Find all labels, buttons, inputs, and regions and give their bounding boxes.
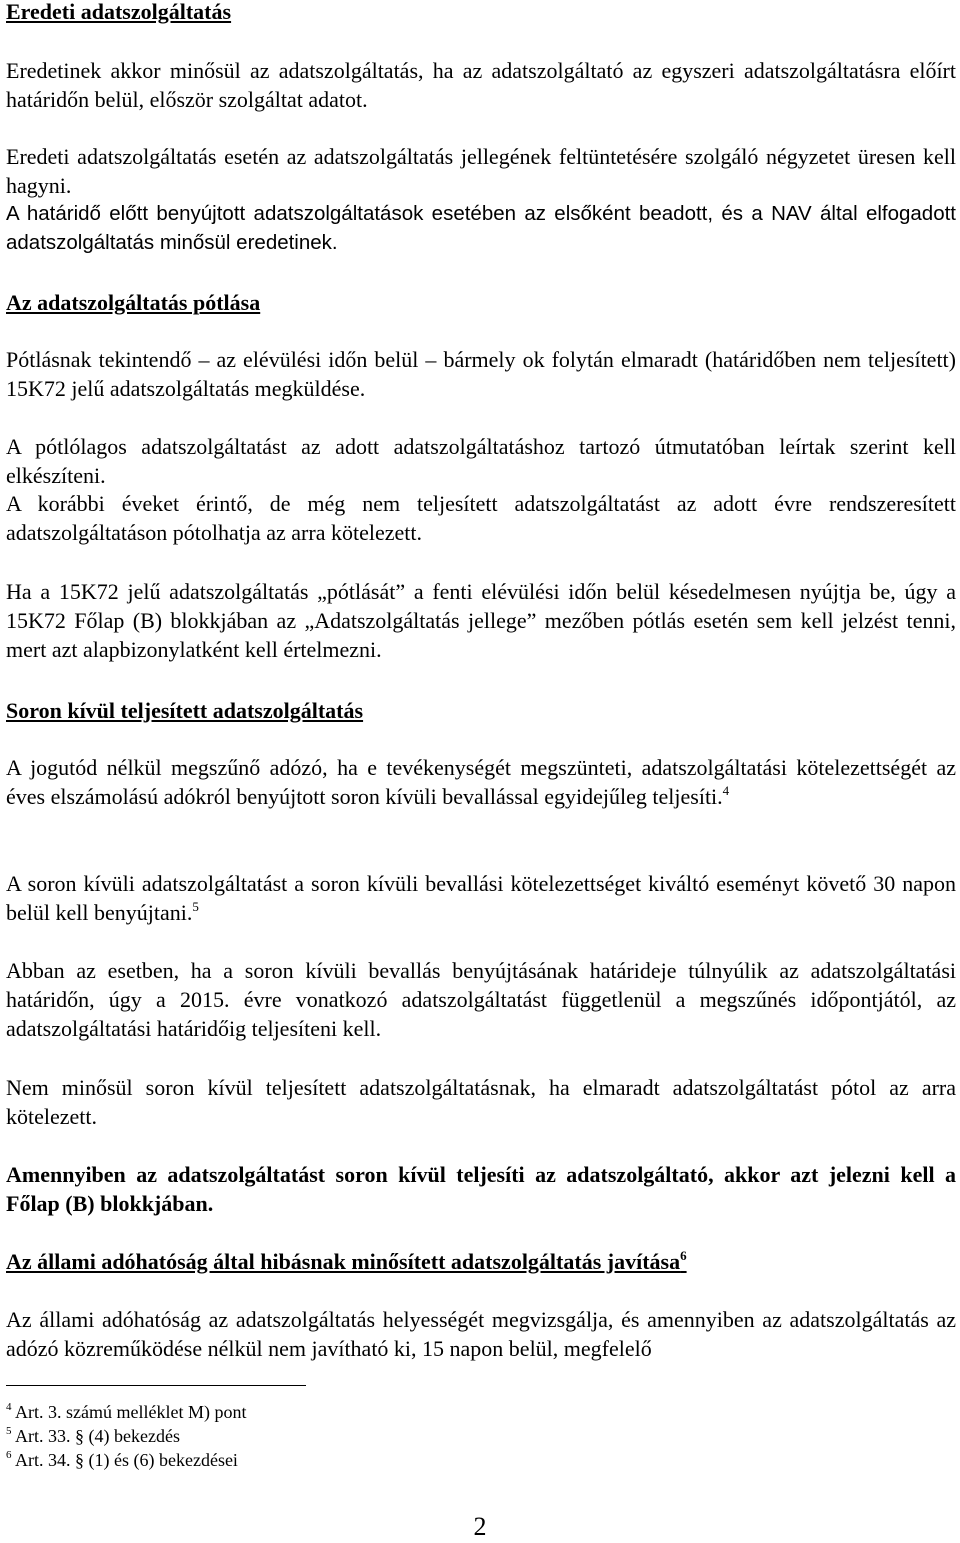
paragraph-potlas-4: Ha a 15K72 jelű adatszolgáltatás „pótlását” a fenti elévülési időn belül késedelmesen nyújtja be, úgy a 15K72 Főlap (B) blokkjában az „Adatszolgáltatás jellege” mezőben pótlás esetén sem kell jelzést tenni, mert azt alapbizonylatként kell értelmezni. — [6, 579, 956, 662]
heading-text: Az állami adóhatóság által hibásnak minősített adatszolgáltatás javítása — [6, 1249, 681, 1274]
footnote-number: 6 — [6, 1449, 12, 1461]
paragraph-potlas-1: Pótlásnak tekintendő ‒ az elévülési időn belül ‒ bármely ok folytán elmaradt (határidőben nem teljesített) 15K72 jelű adatszolgáltatás megküldése. — [6, 347, 956, 401]
paragraph-soron-kivul-2 — [6, 869, 956, 927]
footnote-6 — [6, 1448, 238, 1472]
paragraph-eredeti-3: A határidő előtt benyújtott adatszolgáltatások esetében az elsőként beadott, és a NAV által elfogadott adatszolgáltatás minősül eredetinek. — [6, 202, 956, 254]
paragraph-soron-kivul-1 — [6, 753, 956, 811]
footnote-ref: 6 — [680, 1247, 687, 1263]
page-number: 2 — [473, 1512, 487, 1541]
footnote-separator — [6, 1385, 306, 1386]
paragraph-soron-kivul-4: Nem minősül soron kívül teljesített adatszolgáltatásnak, ha elmaradt adatszolgáltatást pótol az arra kötelezett. — [6, 1075, 956, 1129]
paragraph-potlas-2: A pótlólagos adatszolgáltatást az adott adatszolgáltatáshoz tartozó útmutatóban leírtak szerint kell elkészíteni. — [6, 434, 956, 488]
footnote-5 — [6, 1424, 180, 1448]
paragraph-soron-kivul-5: Amennyiben az adatszolgáltatást soron kívül teljesíti az adatszolgáltató, akkor azt jelezni kell a Főlap (B) blokkjában. — [6, 1162, 956, 1216]
paragraph-eredeti-2: Eredeti adatszolgáltatás esetén az adatszolgáltatás jellegének feltüntetésére szolgáló négyzetet üresen kell hagyni. — [6, 144, 956, 198]
paragraph-text: A jogutód nélkül megszűnő adózó, ha e tevékenységét megszünteti, adatszolgáltatási kötelezettségét az éves elszámolású adókról benyújtott soron kívüli bevallással egyidejűleg teljesíti. — [6, 755, 956, 809]
footnote-ref: 5 — [192, 898, 199, 914]
footnote-4 — [6, 1400, 246, 1424]
footnote-number: 5 — [6, 1425, 12, 1437]
section-heading-soron-kivul: Soron kívül teljesített adatszolgáltatás — [6, 698, 364, 723]
section-heading-javitas — [6, 1247, 956, 1276]
paragraph-potlas-3: A korábbi éveket érintő, de még nem teljesített adatszolgáltatást az adott évre rendszeresített adatszolgáltatáson pótolhatja az arra kötelezett. — [6, 491, 956, 545]
paragraph-soron-kivul-3: Abban az esetben, ha a soron kívüli bevallás benyújtásának határideje túlnyúlik az adatszolgáltatási határidőn, úgy a 2015. évre vonatkozó adatszolgáltatást függetlenül a megszűnés időpontjától, az adatszolgáltatási határidőig teljesíteni kell. — [6, 958, 956, 1041]
paragraph-javitas-1: Az állami adóhatóság az adatszolgáltatás helyességét megvizsgálja, és amennyiben az adatszolgáltatás az adózó közreműködése nélkül nem javítható ki, 15 napon belül, megfelelő — [6, 1307, 956, 1361]
footnote-ref: 4 — [722, 782, 730, 798]
footnote-text: Art. 34. § (1) és (6) bekezdései — [15, 1450, 238, 1470]
paragraph-eredeti-1: Eredetinek akkor minősül az adatszolgáltatás, ha az adatszolgáltató az egyszeri adatszolgáltatásra előírt határidőn belül, először szolgáltat adatot. — [6, 58, 956, 112]
footnote-text: Art. 33. § (4) bekezdés — [15, 1426, 180, 1446]
section-heading-potlas: Az adatszolgáltatás pótlása — [6, 290, 261, 315]
paragraph-text: A soron kívüli adatszolgáltatást a soron kívüli bevallási kötelezettséget kiváltó eseményt követő 30 napon belül kell benyújtani. — [6, 871, 956, 925]
footnote-text: Art. 3. számú melléklet M) pont — [15, 1402, 247, 1422]
section-heading-eredeti: Eredeti adatszolgáltatás — [6, 0, 232, 24]
footnote-number: 4 — [6, 1401, 12, 1413]
